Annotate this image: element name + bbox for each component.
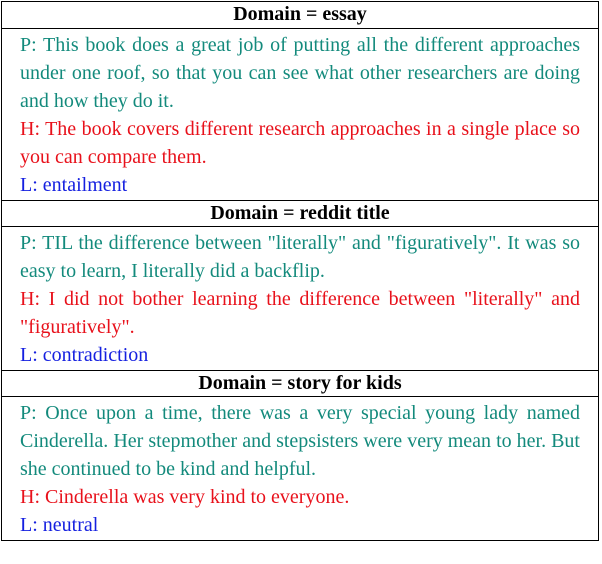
label-text: L: entailment [20, 174, 128, 196]
section-story-for-kids [2, 370, 598, 540]
label-text: L: neutral [20, 514, 99, 536]
section-body [2, 227, 598, 370]
premise-text: P: Once upon a time, there was a very special young lady named Cinderella. Her stepmother and stepsisters were very mean to her. But she continued to be kind and helpful. [20, 402, 580, 480]
section-reddit-title [2, 200, 598, 370]
examples-table [1, 1, 599, 541]
domain-header: Domain = story for kids [2, 370, 598, 397]
label-text: L: contradiction [20, 344, 149, 366]
domain-header: Domain = reddit title [2, 200, 598, 227]
section-body [2, 29, 598, 200]
hypothesis-text: H: I did not bother learning the difference between "literally" and "figuratively". [20, 288, 580, 338]
hypothesis-text: H: The book covers different research approaches in a single place so you can compare them. [20, 118, 580, 168]
premise-text: P: This book does a great job of putting all the different approaches under one roof, so that you can see what other researchers are doing and how they do it. [20, 34, 580, 112]
section-body [2, 397, 598, 540]
premise-text: P: TIL the difference between "literally" and "figuratively". It was so easy to learn, I literally did a backflip. [20, 232, 580, 282]
domain-header: Domain = essay [2, 2, 598, 29]
section-essay [2, 2, 598, 200]
hypothesis-text: H: Cinderella was very kind to everyone. [20, 486, 350, 508]
